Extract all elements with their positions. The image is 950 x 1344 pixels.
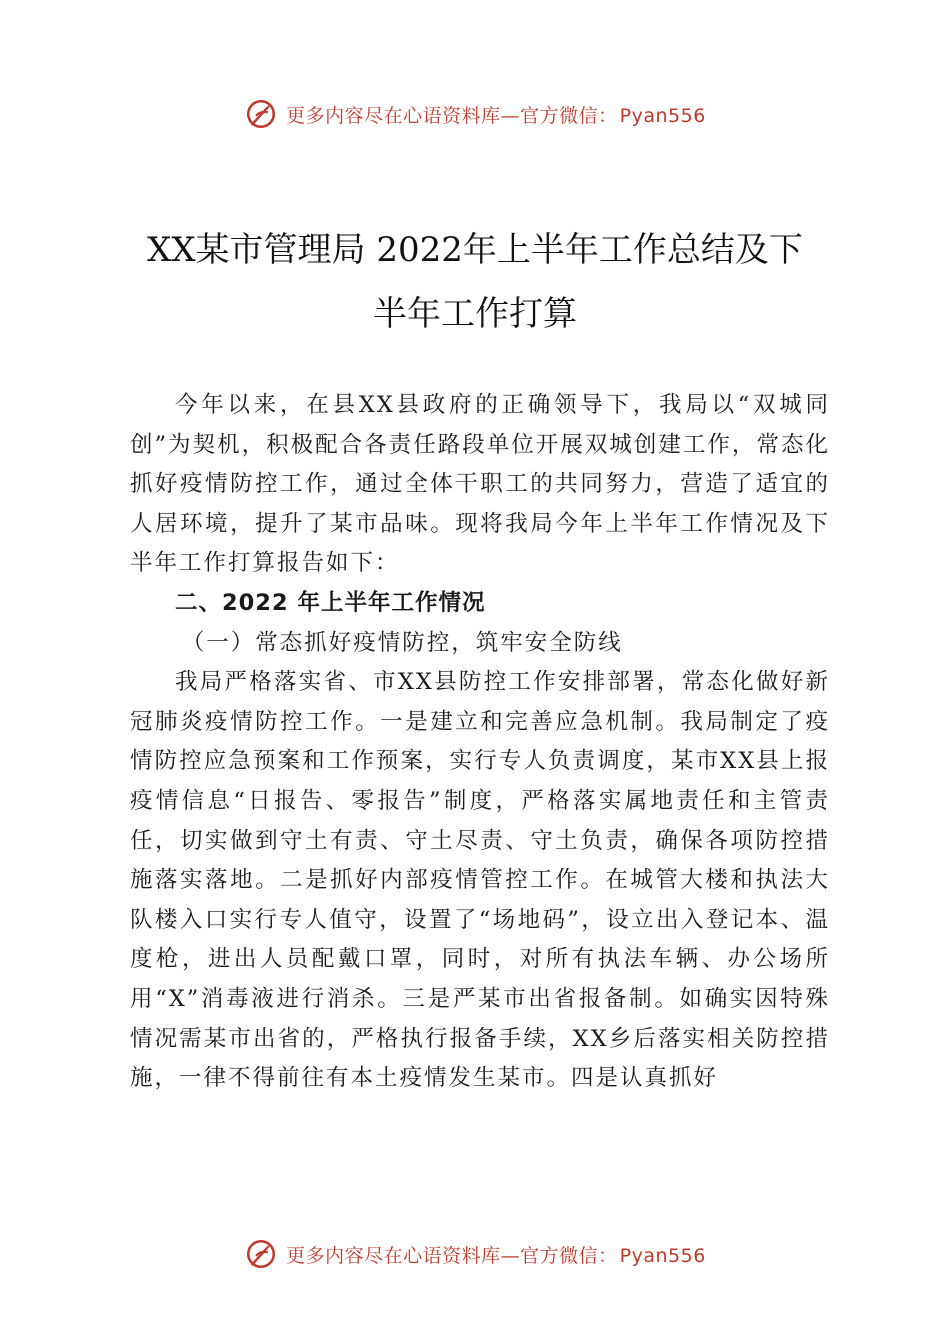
title-line-2: 半年工作打算 bbox=[373, 294, 577, 334]
document-body bbox=[130, 386, 830, 1099]
section-heading: 二、2022 年上半年工作情况 bbox=[175, 589, 486, 616]
title-line-1: XX某市管理局 2022年上半年工作总结及下 bbox=[147, 230, 803, 270]
wechat-id: Pyan556 bbox=[619, 1244, 706, 1267]
intro-paragraph: 今年以来，在县XX县政府的正确领导下，我局以“双城同创”为契机，积极配合各责任路段单位开展双城创建工作，常态化抓好疫情防控工作，通过全体干职工的共同努力，营造了适宜的人居环境，提升了某市品味。现将我局今年上半年工作情况及下半年工作打算报告如下： bbox=[130, 392, 830, 577]
watermark-text: 更多内容尽在心语资料库—官方微信： Pyan556 bbox=[286, 104, 706, 127]
watermark-text: 更多内容尽在心语资料库—官方微信： Pyan556 bbox=[286, 1244, 706, 1267]
body-paragraph: 我局严格落实省、市XX县防控工作安排部署，常态化做好新冠肺炎疫情防控工作。一是建立和完善应急机制。我局制定了疫情防控应急预案和工作预案，实行专人负责调度，某市XX县上报疫情信息“日报告、零报告”制度，严格落实属地责任和主管责任，切实做到守土有责、守土尽责、守土负责，确保各项防控措施落实落地。二是抓好内部疫情管控工作。在城管大楼和执法大队楼入口实行专人值守，设置了“场地码”，设立出入登记本、温度枪，进出人员配戴口罩，同时，对所有执法车辆、办公场所用“X”消毒液进行消杀。三是严某市出省报备制。如确实因特殊情况需某市出省的，严格执行报备手续，XX乡后落实相关防控措施，一律不得前往有本土疫情发生某市。四是认真抓好 bbox=[130, 669, 830, 1092]
watermark-header bbox=[0, 92, 950, 136]
subsection-heading: （一）常态抓好疫情防控，筑牢安全防线 bbox=[181, 629, 623, 656]
watermark-footer bbox=[0, 1232, 950, 1276]
pen-nib-logo-icon bbox=[244, 97, 278, 131]
pen-nib-logo-icon bbox=[244, 1237, 278, 1271]
document-title bbox=[60, 218, 890, 346]
wechat-id: Pyan556 bbox=[619, 104, 706, 127]
